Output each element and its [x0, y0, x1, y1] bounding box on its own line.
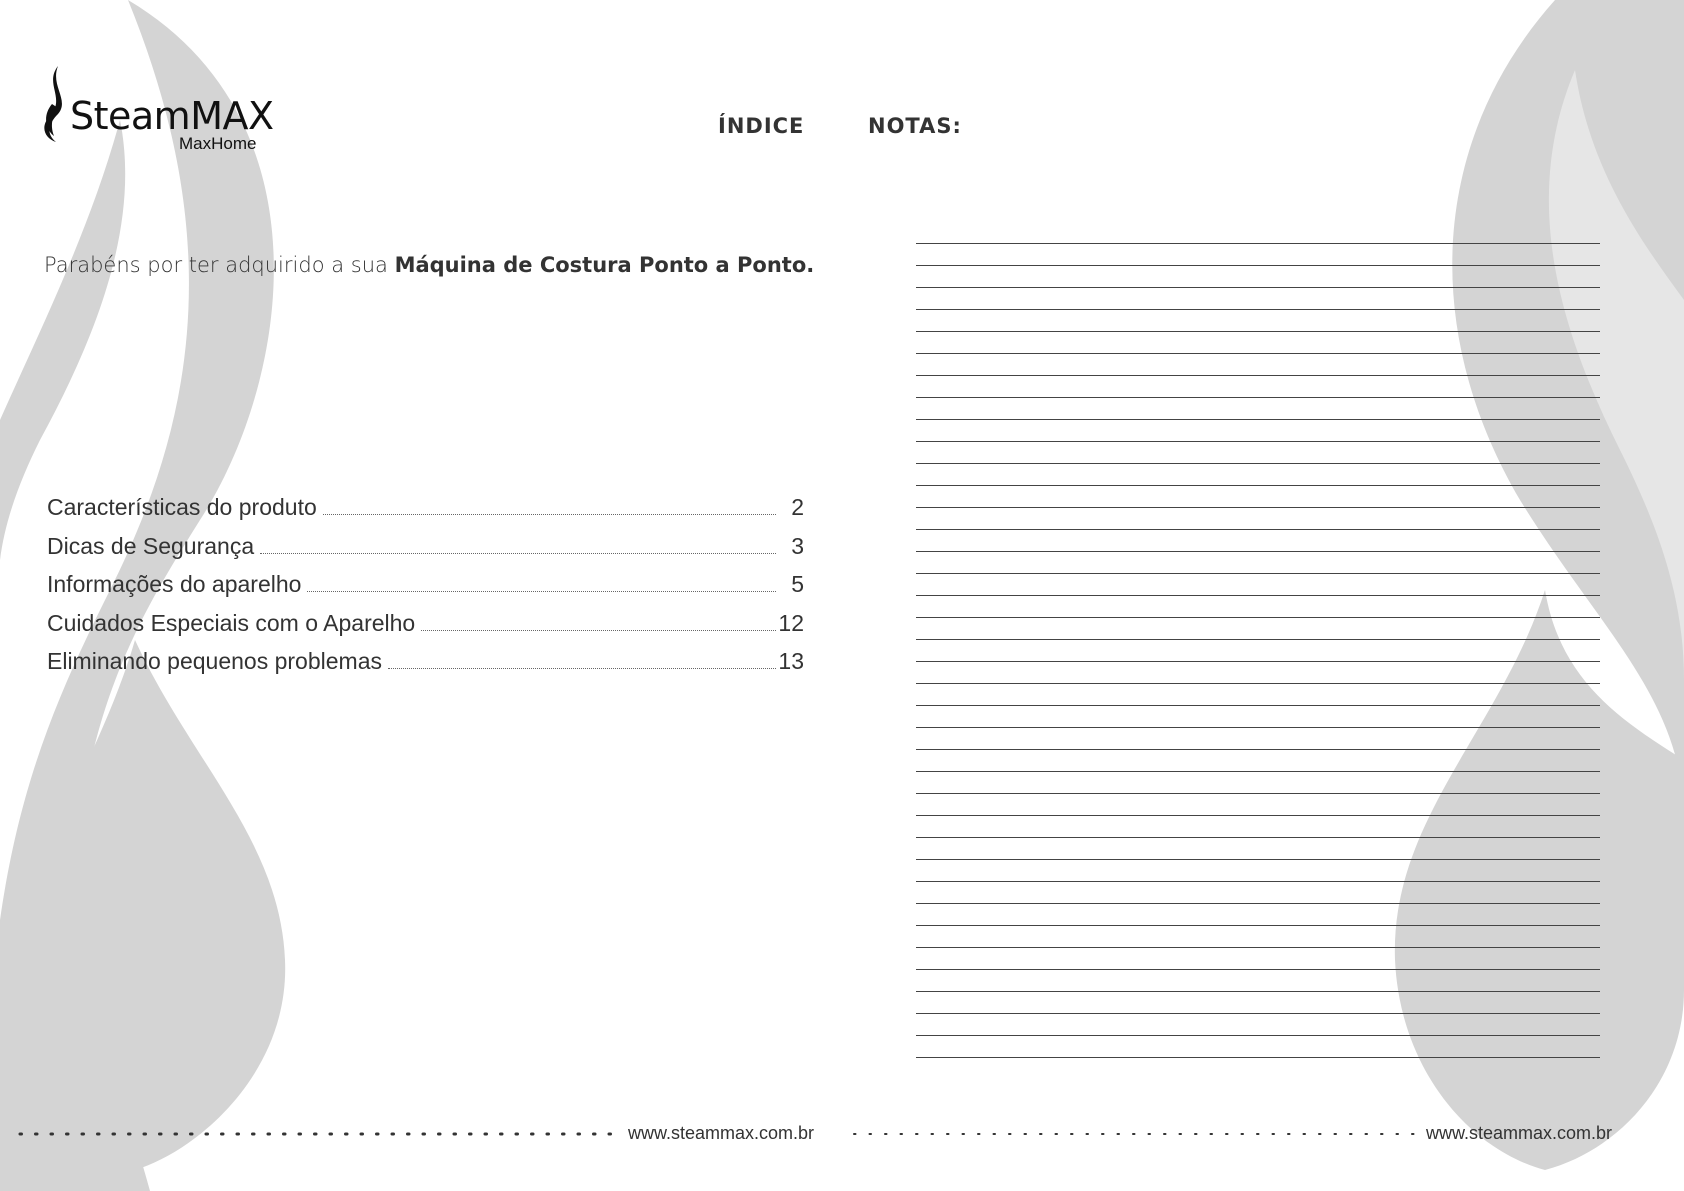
note-line — [916, 838, 1600, 860]
toc-dot-leader — [323, 514, 776, 515]
footer-dot-leader-right — [852, 1128, 1420, 1140]
toc-entry-title: Eliminando pequenos problemas — [47, 648, 382, 674]
intro-text — [44, 253, 814, 277]
toc-entry-page: 3 — [791, 532, 804, 559]
note-line — [916, 728, 1600, 750]
toc-entry-title: Dicas de Segurança — [47, 532, 255, 559]
footer-website-link-right[interactable]: www.steammax.com.br — [1426, 1123, 1613, 1143]
note-line — [916, 948, 1600, 970]
toc-entry-title: Informações do aparelho — [47, 571, 302, 597]
note-line — [916, 904, 1600, 926]
note-line — [916, 618, 1600, 640]
index-heading: ÍNDICE — [718, 114, 805, 138]
note-line — [916, 552, 1600, 574]
note-line — [916, 772, 1600, 794]
toc-dot-leader — [388, 668, 776, 669]
intro-text-normal: Parabéns por ter adquirido a sua — [44, 253, 395, 277]
toc-entry-page: 2 — [791, 494, 804, 520]
footer-website-link-left[interactable]: www.steammax.com.br — [628, 1123, 815, 1143]
note-line — [916, 662, 1600, 684]
flame-icon — [36, 64, 72, 144]
note-line — [916, 970, 1600, 992]
toc-entry[interactable] — [47, 571, 804, 610]
footer-dot-leader-left — [18, 1128, 618, 1140]
note-line — [916, 816, 1600, 838]
note-line — [916, 332, 1600, 354]
notes-writing-lines — [916, 222, 1600, 1058]
note-line — [916, 442, 1600, 464]
note-line — [916, 684, 1600, 706]
note-line — [916, 574, 1600, 596]
toc-dot-leader — [260, 553, 776, 554]
note-line — [916, 1014, 1600, 1036]
note-line — [916, 420, 1600, 442]
note-line — [916, 794, 1600, 816]
toc-entry-page: 12 — [778, 609, 804, 636]
toc-entry[interactable] — [47, 648, 804, 687]
toc-dot-leader — [421, 630, 776, 631]
note-line — [916, 530, 1600, 552]
note-line — [916, 288, 1600, 310]
note-line — [916, 464, 1600, 486]
intro-text-product: Máquina de Costura Ponto a Ponto. — [394, 253, 815, 277]
table-of-contents — [47, 494, 804, 687]
note-line — [916, 640, 1600, 662]
note-line — [916, 310, 1600, 332]
note-line — [916, 596, 1600, 618]
note-line — [916, 244, 1600, 266]
toc-entry-title: Características do produto — [47, 494, 317, 520]
note-line — [916, 398, 1600, 420]
toc-entry[interactable] — [47, 610, 804, 649]
toc-entry-title: Cuidados Especiais com o Aparelho — [47, 609, 416, 636]
toc-entry[interactable] — [47, 533, 804, 572]
note-line — [916, 992, 1600, 1014]
note-line — [916, 926, 1600, 948]
notes-heading: NOTAS: — [868, 114, 962, 138]
note-line — [916, 860, 1600, 882]
brand-logo — [36, 64, 276, 154]
toc-entry[interactable] — [47, 494, 804, 533]
note-line — [916, 266, 1600, 288]
brand-name: SteamMAX — [70, 94, 274, 138]
note-line — [916, 882, 1600, 904]
note-line — [916, 1036, 1600, 1058]
note-line — [916, 706, 1600, 728]
note-line — [916, 750, 1600, 772]
note-line — [916, 222, 1600, 244]
toc-dot-leader — [307, 591, 776, 592]
note-line — [916, 508, 1600, 530]
note-line — [916, 486, 1600, 508]
toc-entry-page: 5 — [791, 571, 804, 597]
note-line — [916, 376, 1600, 398]
brand-subtitle: MaxHome — [179, 134, 257, 153]
note-line — [916, 354, 1600, 376]
toc-entry-page: 13 — [778, 648, 804, 674]
